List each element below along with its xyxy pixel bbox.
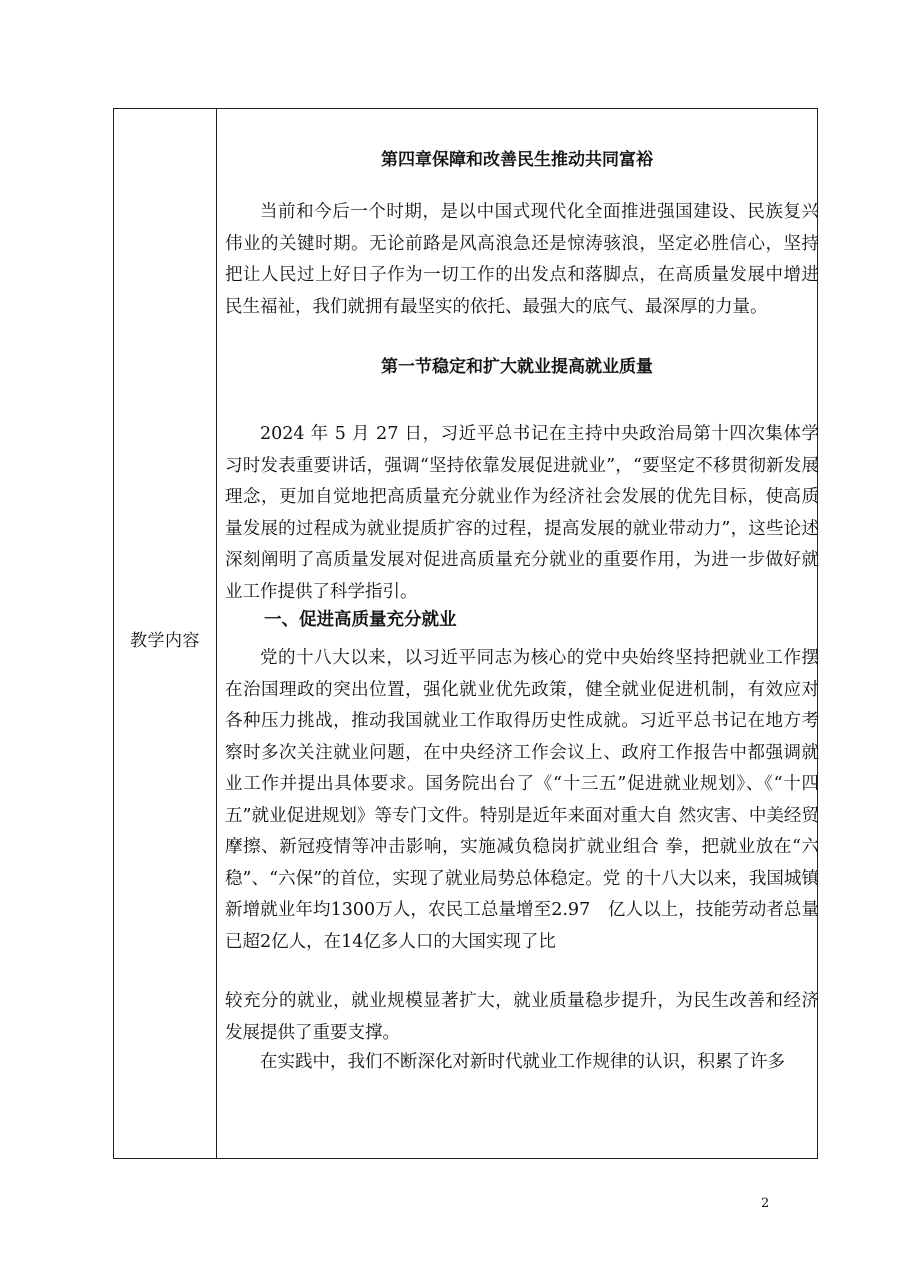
- paragraph-3: 党的十八大以来，以习近平同志为核心的党中央始终坚持把就业工作摆在治国理政的突出位置，强化就业优先政策，健全就业促进机制，有效应对各种压力挑战，推动我国就业工作取得历史性成就。习近平总书记在地方考察时多次关注就业问题，在中央经济工作会议上、政府工作报告中都强调就业工作并提出具体要求。国务院出台了《“十三五”促进就业规划》、《“十四五”就业促进规划》等专门文件。特别是近年来面对重大自 然灾害、中美经贸摩擦、新冠疫情等冲击影响，实施减负稳岗扩就业组合 拳，把就业放在“六稳”、“六保”的首位，实现了就业局势总体稳定。党 的十八大以来，我国城镇新增就业年均1300万人，农民工总量增至2.97 亿人以上，技能劳动者总量已超2亿人，在14亿多人口的大国实现了比: [225, 648, 819, 952]
- row-label: 教学内容: [130, 631, 200, 651]
- intro-paragraph: 当前和今后一个时期，是以中国式现代化全面推进强国建设、民族复兴伟业的关键时期。无论前路是风高浪急还是惊涛骇浪，坚定必胜信心，坚持把让人民过上好日子作为一切工作的出发点和落脚点，在高质量发展中增进民生福祉，我们就拥有最坚实的依托、最强大的底气、最深厚的力量。: [225, 202, 819, 317]
- page-number: 2: [761, 1196, 770, 1211]
- content-cell: [217, 109, 817, 1158]
- section-title: 第一节稳定和扩大就业提高就业质量: [381, 357, 653, 377]
- chapter-title: 第四章保障和改善民生推动共同富裕: [381, 150, 653, 170]
- content-table: [113, 108, 818, 1159]
- row-label-cell: [114, 109, 217, 1158]
- paragraph-4: 较充分的就业，就业规模显著扩大，就业质量稳步提升，为民生改善和经济发展提供了重要支撑。: [225, 991, 819, 1043]
- subheading-1: 一、促进高质量充分就业: [264, 610, 457, 630]
- paragraph-5: 在实践中，我们不断深化对新时代就业工作规律的认识，积累了许多: [260, 1052, 785, 1072]
- paragraph-2: 2024 年 5 月 27 日，习近平总书记在主持中央政治局第十四次集体学习时发表重要讲话，强调“坚持依靠发展促进就业”，“要坚定不移贯彻新发展理念，更加自觉地把高质量充分就业作为经济社会发展的优先目标，使高质量发展的过程成为就业提质扩容的过程，提高发展的就业带动力”，这些论述深刻阐明了高质量发展对促进高质量充分就业的重要作用，为进一步做好就业工作提供了科学指引。: [225, 424, 819, 602]
